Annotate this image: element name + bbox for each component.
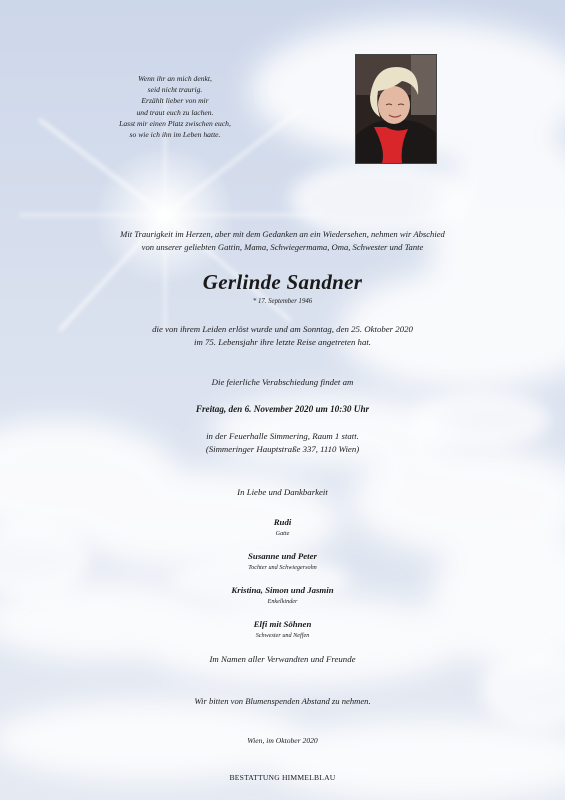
death-line: im 75. Lebensjahr ihre letzte Reise angetreten hat. bbox=[194, 337, 371, 347]
portrait-photo bbox=[355, 54, 437, 164]
poem-line: Lasst mir einen Platz zwischen euch, bbox=[119, 118, 231, 128]
ceremony-address: (Simmeringer Hauptstraße 337, 1110 Wien) bbox=[205, 444, 360, 454]
closing-phrase: In Liebe und Dankbarkeit bbox=[237, 487, 328, 497]
ceremony-datetime: Freitag, den 6. November 2020 um 10:30 Uhr bbox=[195, 404, 370, 414]
intro-line: Mit Traurigkeit im Herzen, aber mit dem Gedanken an ein Wiedersehen, nehmen wir Abschied bbox=[120, 229, 445, 239]
ceremony-place-line: in der Feuerhalle Simmering, Raum 1 statt. bbox=[206, 431, 359, 441]
portrait-image bbox=[356, 55, 436, 163]
mourner-relation: Gatte bbox=[275, 530, 290, 537]
flowers-note: Wir bitten von Blumenspenden Abstand zu nehmen. bbox=[194, 696, 371, 706]
ceremony-place bbox=[0, 430, 565, 456]
dateline: Wien, im Oktober 2020 bbox=[247, 736, 318, 745]
memorial-poem bbox=[60, 73, 290, 140]
poem-line: seid nicht traurig. bbox=[147, 85, 203, 95]
mourner-relation: Schwester und Neffen bbox=[255, 632, 310, 639]
mourner-name: Rudi bbox=[273, 517, 292, 527]
birth-date: * 17. September 1946 bbox=[252, 298, 313, 305]
death-line: die von ihrem Leiden erlöst wurde und am Sonntag, den 25. Oktober 2020 bbox=[152, 324, 413, 334]
undertaker-name: BESTATTUNG HIMMELBLAU bbox=[229, 773, 336, 782]
intro-line: von unserer geliebten Gattin, Mama, Schwiegermama, Oma, Schwester und Tante bbox=[141, 241, 424, 252]
death-text bbox=[0, 323, 565, 349]
ceremony-announcement: Die feierliche Verabschiedung findet am bbox=[211, 377, 354, 387]
all-relatives-line: Im Namen aller Verwandten und Freunde bbox=[209, 654, 356, 664]
deceased-name: Gerlinde Sandner bbox=[202, 270, 363, 294]
poem-line: und traut euch zu lachen. bbox=[136, 107, 214, 117]
poem-line: Wenn ihr an mich denkt, bbox=[138, 74, 212, 83]
mourner-name: Elfi mit Söhnen bbox=[253, 619, 312, 629]
mourner-name: Kristina, Simon und Jasmin bbox=[231, 585, 334, 595]
mourner-relation: Tochter und Schwiegersohn bbox=[248, 564, 317, 571]
mourner-relation: Enkelkinder bbox=[267, 598, 298, 605]
poem-line: so wie ich ihn im Leben hatte. bbox=[129, 130, 221, 140]
poem-line: Erzählt lieber von mir bbox=[141, 96, 209, 106]
mourner-name: Susanne und Peter bbox=[248, 551, 317, 561]
intro-text bbox=[0, 228, 565, 253]
